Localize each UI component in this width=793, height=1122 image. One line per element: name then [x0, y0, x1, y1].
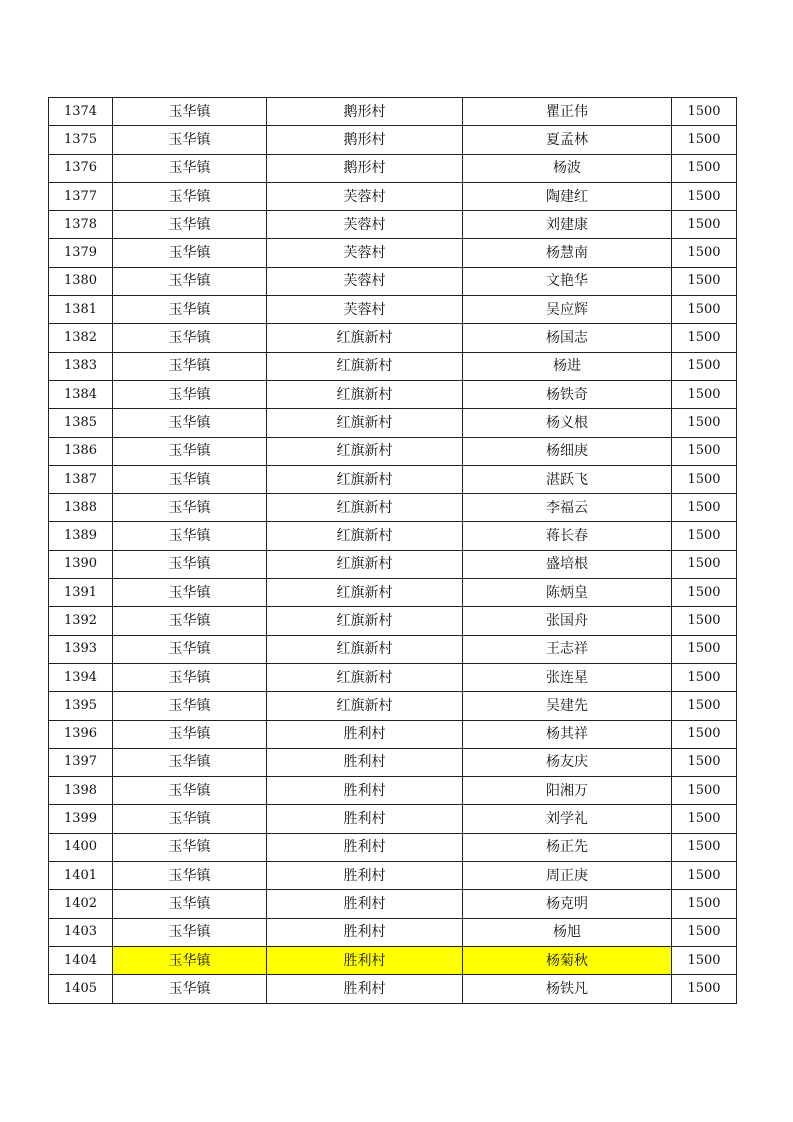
cell-town: 玉华镇 [113, 890, 267, 918]
cell-serial-number: 1394 [49, 663, 113, 691]
cell-serial-number: 1395 [49, 692, 113, 720]
cell-person-name: 刘学礼 [463, 805, 672, 833]
cell-town: 玉华镇 [113, 579, 267, 607]
cell-town: 玉华镇 [113, 409, 267, 437]
cell-village: 红旗新村 [267, 437, 463, 465]
cell-town: 玉华镇 [113, 211, 267, 239]
cell-town: 玉华镇 [113, 607, 267, 635]
cell-town: 玉华镇 [113, 692, 267, 720]
cell-person-name: 王志祥 [463, 635, 672, 663]
table-row [49, 211, 737, 239]
cell-serial-number: 1389 [49, 522, 113, 550]
cell-person-name: 杨铁凡 [463, 975, 672, 1003]
cell-person-name: 杨友庆 [463, 748, 672, 776]
cell-person-name: 杨正先 [463, 833, 672, 861]
cell-person-name: 盛培根 [463, 550, 672, 578]
cell-village: 红旗新村 [267, 607, 463, 635]
cell-village: 红旗新村 [267, 663, 463, 691]
table-row [49, 437, 737, 465]
cell-amount: 1500 [672, 182, 737, 210]
table-row [49, 862, 737, 890]
cell-serial-number: 1377 [49, 182, 113, 210]
cell-amount: 1500 [672, 465, 737, 493]
table-row [49, 154, 737, 182]
table-row [49, 380, 737, 408]
cell-serial-number: 1380 [49, 267, 113, 295]
cell-amount: 1500 [672, 154, 737, 182]
cell-village: 芙蓉村 [267, 239, 463, 267]
table-row [49, 550, 737, 578]
cell-town: 玉华镇 [113, 154, 267, 182]
cell-amount: 1500 [672, 550, 737, 578]
cell-village: 红旗新村 [267, 692, 463, 720]
cell-serial-number: 1391 [49, 579, 113, 607]
cell-amount: 1500 [672, 946, 737, 974]
table-row [49, 946, 737, 974]
cell-town: 玉华镇 [113, 126, 267, 154]
cell-serial-number: 1400 [49, 833, 113, 861]
cell-town: 玉华镇 [113, 946, 267, 974]
table-row [49, 98, 737, 126]
cell-serial-number: 1384 [49, 380, 113, 408]
cell-village: 胜利村 [267, 833, 463, 861]
table-row [49, 352, 737, 380]
cell-amount: 1500 [672, 494, 737, 522]
table-row [49, 324, 737, 352]
cell-village: 胜利村 [267, 975, 463, 1003]
cell-serial-number: 1386 [49, 437, 113, 465]
cell-village: 鹅形村 [267, 126, 463, 154]
cell-village: 胜利村 [267, 946, 463, 974]
cell-person-name: 杨细庚 [463, 437, 672, 465]
cell-serial-number: 1397 [49, 748, 113, 776]
cell-amount: 1500 [672, 437, 737, 465]
cell-serial-number: 1402 [49, 890, 113, 918]
cell-village: 鹅形村 [267, 154, 463, 182]
cell-person-name: 周正庚 [463, 862, 672, 890]
cell-serial-number: 1393 [49, 635, 113, 663]
cell-village: 芙蓉村 [267, 211, 463, 239]
cell-amount: 1500 [672, 890, 737, 918]
cell-amount: 1500 [672, 211, 737, 239]
cell-amount: 1500 [672, 98, 737, 126]
cell-village: 胜利村 [267, 748, 463, 776]
cell-town: 玉华镇 [113, 324, 267, 352]
cell-person-name: 杨菊秋 [463, 946, 672, 974]
cell-serial-number: 1376 [49, 154, 113, 182]
cell-village: 红旗新村 [267, 579, 463, 607]
cell-person-name: 杨铁奇 [463, 380, 672, 408]
table-row [49, 833, 737, 861]
cell-serial-number: 1381 [49, 296, 113, 324]
cell-amount: 1500 [672, 296, 737, 324]
cell-person-name: 杨进 [463, 352, 672, 380]
cell-town: 玉华镇 [113, 635, 267, 663]
cell-person-name: 陶建红 [463, 182, 672, 210]
cell-amount: 1500 [672, 692, 737, 720]
table-row [49, 890, 737, 918]
cell-serial-number: 1388 [49, 494, 113, 522]
cell-serial-number: 1396 [49, 720, 113, 748]
cell-amount: 1500 [672, 607, 737, 635]
cell-person-name: 刘建康 [463, 211, 672, 239]
cell-town: 玉华镇 [113, 805, 267, 833]
cell-person-name: 杨旭 [463, 918, 672, 946]
cell-person-name: 杨克明 [463, 890, 672, 918]
table-row [49, 975, 737, 1003]
cell-amount: 1500 [672, 522, 737, 550]
cell-village: 胜利村 [267, 918, 463, 946]
cell-person-name: 文艳华 [463, 267, 672, 295]
cell-village: 芙蓉村 [267, 182, 463, 210]
cell-person-name: 杨其祥 [463, 720, 672, 748]
cell-town: 玉华镇 [113, 437, 267, 465]
cell-serial-number: 1405 [49, 975, 113, 1003]
cell-amount: 1500 [672, 975, 737, 1003]
cell-person-name: 杨波 [463, 154, 672, 182]
cell-serial-number: 1387 [49, 465, 113, 493]
cell-amount: 1500 [672, 862, 737, 890]
table-row [49, 494, 737, 522]
cell-amount: 1500 [672, 239, 737, 267]
cell-person-name: 吴建先 [463, 692, 672, 720]
cell-serial-number: 1382 [49, 324, 113, 352]
table-row [49, 267, 737, 295]
cell-village: 红旗新村 [267, 352, 463, 380]
cell-serial-number: 1404 [49, 946, 113, 974]
table-row [49, 607, 737, 635]
cell-person-name: 张国舟 [463, 607, 672, 635]
cell-serial-number: 1399 [49, 805, 113, 833]
cell-amount: 1500 [672, 267, 737, 295]
cell-serial-number: 1392 [49, 607, 113, 635]
cell-serial-number: 1374 [49, 98, 113, 126]
cell-person-name: 湛跃飞 [463, 465, 672, 493]
cell-person-name: 阳湘万 [463, 777, 672, 805]
table-row [49, 918, 737, 946]
cell-person-name: 蒋长春 [463, 522, 672, 550]
cell-amount: 1500 [672, 777, 737, 805]
cell-amount: 1500 [672, 635, 737, 663]
table-row [49, 805, 737, 833]
cell-amount: 1500 [672, 409, 737, 437]
cell-serial-number: 1401 [49, 862, 113, 890]
cell-town: 玉华镇 [113, 748, 267, 776]
cell-town: 玉华镇 [113, 720, 267, 748]
table-row [49, 720, 737, 748]
cell-village: 胜利村 [267, 777, 463, 805]
cell-town: 玉华镇 [113, 267, 267, 295]
cell-serial-number: 1383 [49, 352, 113, 380]
table-row [49, 748, 737, 776]
cell-serial-number: 1398 [49, 777, 113, 805]
cell-village: 芙蓉村 [267, 267, 463, 295]
cell-person-name: 杨国志 [463, 324, 672, 352]
table-row [49, 663, 737, 691]
cell-village: 红旗新村 [267, 550, 463, 578]
cell-amount: 1500 [672, 720, 737, 748]
cell-village: 鹅形村 [267, 98, 463, 126]
cell-village: 红旗新村 [267, 522, 463, 550]
cell-amount: 1500 [672, 352, 737, 380]
cell-amount: 1500 [672, 579, 737, 607]
cell-town: 玉华镇 [113, 494, 267, 522]
table-row [49, 409, 737, 437]
cell-serial-number: 1375 [49, 126, 113, 154]
cell-village: 红旗新村 [267, 494, 463, 522]
cell-town: 玉华镇 [113, 296, 267, 324]
table-row [49, 777, 737, 805]
cell-town: 玉华镇 [113, 663, 267, 691]
cell-person-name: 张连星 [463, 663, 672, 691]
cell-amount: 1500 [672, 324, 737, 352]
table-row [49, 296, 737, 324]
cell-person-name: 夏孟林 [463, 126, 672, 154]
table-row [49, 635, 737, 663]
cell-town: 玉华镇 [113, 777, 267, 805]
table-row [49, 579, 737, 607]
cell-village: 芙蓉村 [267, 296, 463, 324]
cell-village: 胜利村 [267, 890, 463, 918]
cell-village: 红旗新村 [267, 380, 463, 408]
cell-serial-number: 1390 [49, 550, 113, 578]
table-row [49, 182, 737, 210]
cell-town: 玉华镇 [113, 550, 267, 578]
cell-town: 玉华镇 [113, 380, 267, 408]
cell-town: 玉华镇 [113, 833, 267, 861]
cell-town: 玉华镇 [113, 862, 267, 890]
cell-village: 胜利村 [267, 805, 463, 833]
cell-serial-number: 1385 [49, 409, 113, 437]
table-row [49, 522, 737, 550]
cell-town: 玉华镇 [113, 182, 267, 210]
cell-person-name: 杨慧南 [463, 239, 672, 267]
data-table [48, 97, 737, 1004]
cell-person-name: 陈炳皇 [463, 579, 672, 607]
cell-amount: 1500 [672, 918, 737, 946]
cell-amount: 1500 [672, 380, 737, 408]
cell-village: 胜利村 [267, 720, 463, 748]
cell-serial-number: 1403 [49, 918, 113, 946]
cell-amount: 1500 [672, 805, 737, 833]
cell-village: 胜利村 [267, 862, 463, 890]
cell-town: 玉华镇 [113, 239, 267, 267]
cell-amount: 1500 [672, 748, 737, 776]
table-body [49, 98, 737, 1004]
cell-village: 红旗新村 [267, 409, 463, 437]
table-row [49, 239, 737, 267]
cell-amount: 1500 [672, 126, 737, 154]
cell-amount: 1500 [672, 663, 737, 691]
cell-village: 红旗新村 [267, 635, 463, 663]
cell-town: 玉华镇 [113, 975, 267, 1003]
cell-person-name: 吴应辉 [463, 296, 672, 324]
table-row [49, 465, 737, 493]
cell-person-name: 李福云 [463, 494, 672, 522]
cell-village: 红旗新村 [267, 324, 463, 352]
cell-person-name: 杨义根 [463, 409, 672, 437]
cell-village: 红旗新村 [267, 465, 463, 493]
cell-person-name: 瞿正伟 [463, 98, 672, 126]
cell-town: 玉华镇 [113, 465, 267, 493]
table-row [49, 692, 737, 720]
cell-town: 玉华镇 [113, 522, 267, 550]
table-row [49, 126, 737, 154]
cell-town: 玉华镇 [113, 918, 267, 946]
cell-amount: 1500 [672, 833, 737, 861]
cell-town: 玉华镇 [113, 352, 267, 380]
cell-serial-number: 1379 [49, 239, 113, 267]
cell-serial-number: 1378 [49, 211, 113, 239]
cell-town: 玉华镇 [113, 98, 267, 126]
